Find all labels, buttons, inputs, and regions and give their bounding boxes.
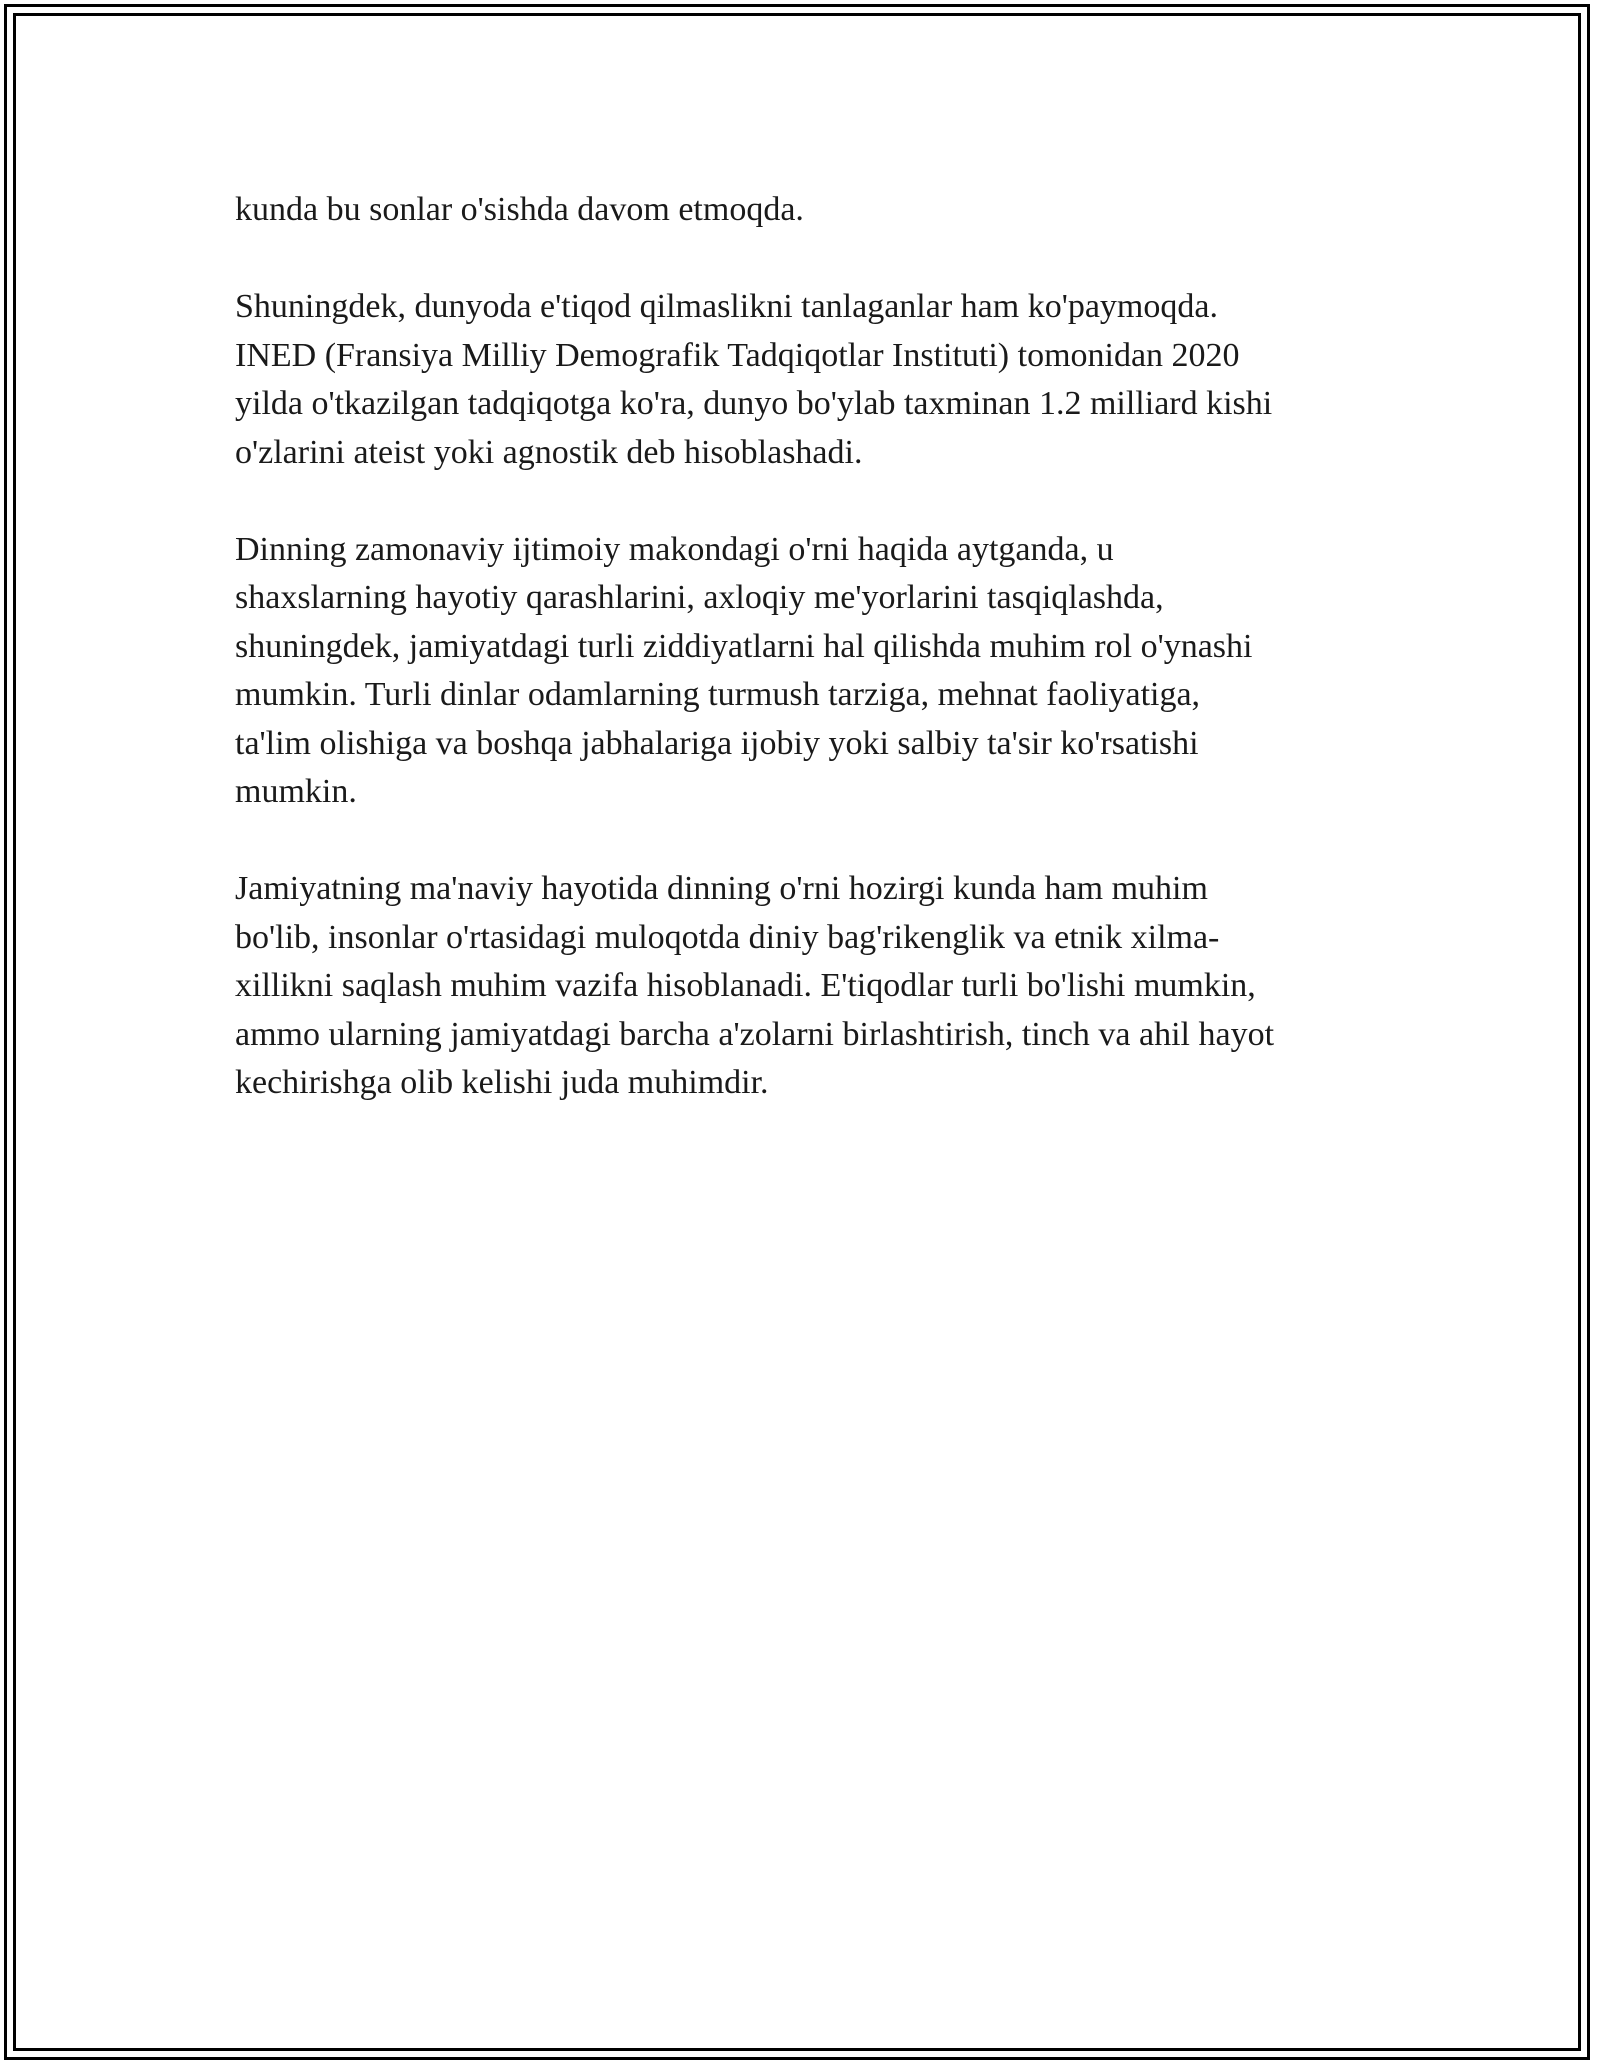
document-body [235,186,1385,1156]
paragraph-4: Jamiyatning ma'naviy hayotida dinning o'rni hozirgi kunda ham muhim bo'lib, insonlar o'rtasidagi muloqotda diniy bag'rikenglik va etnik xilma- xillikni saqlash muhim vazifa hisoblanadi. E'tiqodlar turli bo'lishi mumkin, ammo ularning jamiyatdagi barcha a'zolarni birlashtirish, tinch va ahil hayot kechirishga olib kelishi juda muhimdir. [235,870,1275,1101]
paragraph-2: Shuningdek, dunyoda e'tiqod qilmaslikni tanlaganlar ham ko'paymoqda. INED (Fransiya Milliy Demografik Tadqiqotlar Instituti) tomonidan 2020 yilda o'tkazilgan tadqiqotga ko'ra, dunyo bo'ylab taxminan 1.2 milliard kishi o'zlarini ateist yoki agnostik deb hisoblashadi. [235,288,1273,471]
paragraph-3: Dinning zamonaviy ijtimoiy makondagi o'rni haqida aytganda, u shaxslarning hayotiy qarashlarini, axloqiy me'yorlarini tasqiqlashda, shuningdek, jamiyatdagi turli ziddiyatlarni hal qilishda muhim rol o'ynashi mumkin. Turli dinlar odamlarning turmush tarziga, mehnat faoliyatiga, ta'lim olishiga va boshqa jabhalariga ijobiy yoki salbiy ta'sir ko'rsatishi mumkin. [235,530,1253,810]
paragraph-1: kunda bu sonlar o'sishda davom etmoqda. [235,191,804,228]
